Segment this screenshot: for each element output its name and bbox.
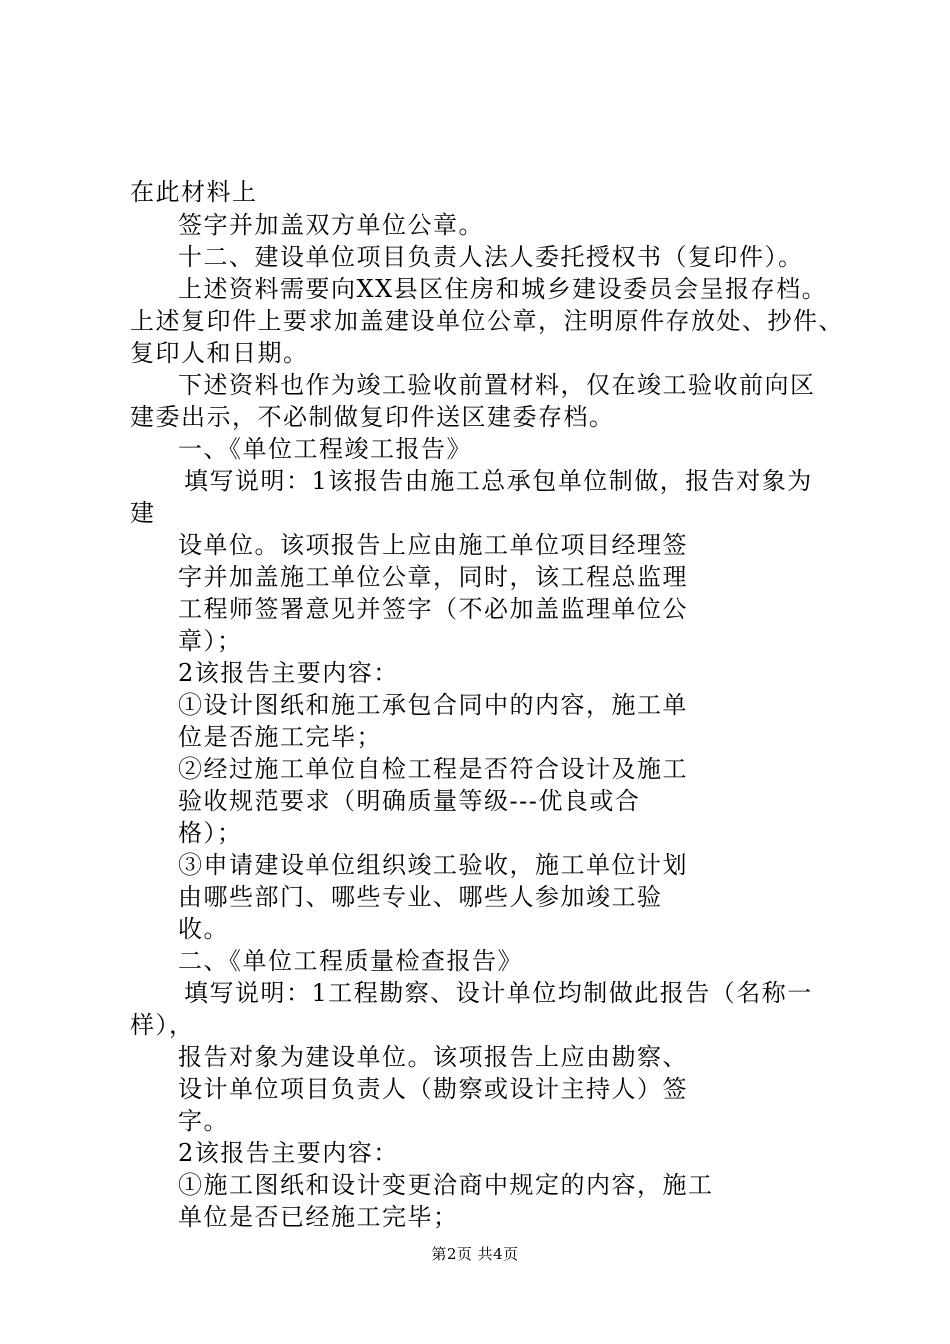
text-line: 建委出示，不必制做复印件送区建委存档。: [130, 403, 615, 431]
text-line: 验收规范要求（明确质量等级---优良或合: [178, 787, 641, 815]
section-heading: 二、《单位工程质量检查报告》: [178, 947, 523, 975]
text-line: 工程师签署意见并签字（不必加盖监理单位公: [178, 595, 688, 623]
text-line: 复印人和日期。: [130, 339, 309, 367]
text-line: 设单位。该项报告上应由施工单位项目经理签: [178, 531, 688, 559]
text-line: ①施工图纸和设计变更洽商中规定的内容，施工: [178, 1171, 714, 1199]
text-line: 2该报告主要内容：: [178, 1139, 399, 1167]
text-line: 字。: [178, 1107, 229, 1135]
text-line: 填写说明：1该报告由施工总承包单位制做，报告对象为: [184, 467, 813, 495]
text-line: 建: [130, 499, 156, 527]
text-line: 十二、建设单位项目负责人法人委托授权书（复印件）。: [178, 243, 804, 271]
text-line: 签字并加盖双方单位公章。: [178, 211, 484, 239]
section-heading: 一、《单位工程竣工报告》: [178, 435, 472, 463]
text-line: ③申请建设单位组织竣工验收，施工单位计划: [178, 851, 688, 879]
page-number: 第2页 共4页: [431, 1245, 519, 1263]
text-line: 收。: [178, 915, 229, 943]
text-line: 字并加盖施工单位公章，同时，该工程总监理: [178, 563, 688, 591]
text-line: ②经过施工单位自检工程是否符合设计及施工: [178, 755, 688, 783]
text-line: 章）；: [178, 627, 243, 655]
text-line: 下述资料也作为竣工验收前置材料，仅在竣工验收前向区: [178, 371, 816, 399]
text-line: ①设计图纸和施工承包合同中的内容，施工单: [178, 691, 688, 719]
text-line: 上述复印件上要求加盖建设单位公章，注明原件存放处、抄件、: [130, 307, 844, 335]
text-line: 在此材料上: [130, 178, 258, 206]
text-line: 报告对象为建设单位。该项报告上应由勘察、: [178, 1043, 688, 1071]
text-line: 位是否施工完毕；: [178, 723, 382, 751]
text-line: 填写说明：1工程勘察、设计单位均制做此报告（名称一: [184, 979, 813, 1007]
text-line: 2该报告主要内容：: [178, 659, 399, 687]
text-line: 单位是否已经施工完毕；: [178, 1203, 459, 1231]
text-line: 上述资料需要向XX县区住房和城乡建设委员会呈报存档。: [178, 275, 828, 303]
text-line: 由哪些部门、哪些专业、哪些人参加竣工验: [178, 883, 663, 911]
text-line: 设计单位项目负责人（勘察或设计主持人）签: [178, 1075, 688, 1103]
text-line: 格）；: [178, 819, 243, 847]
text-line: 样），: [130, 1011, 195, 1039]
